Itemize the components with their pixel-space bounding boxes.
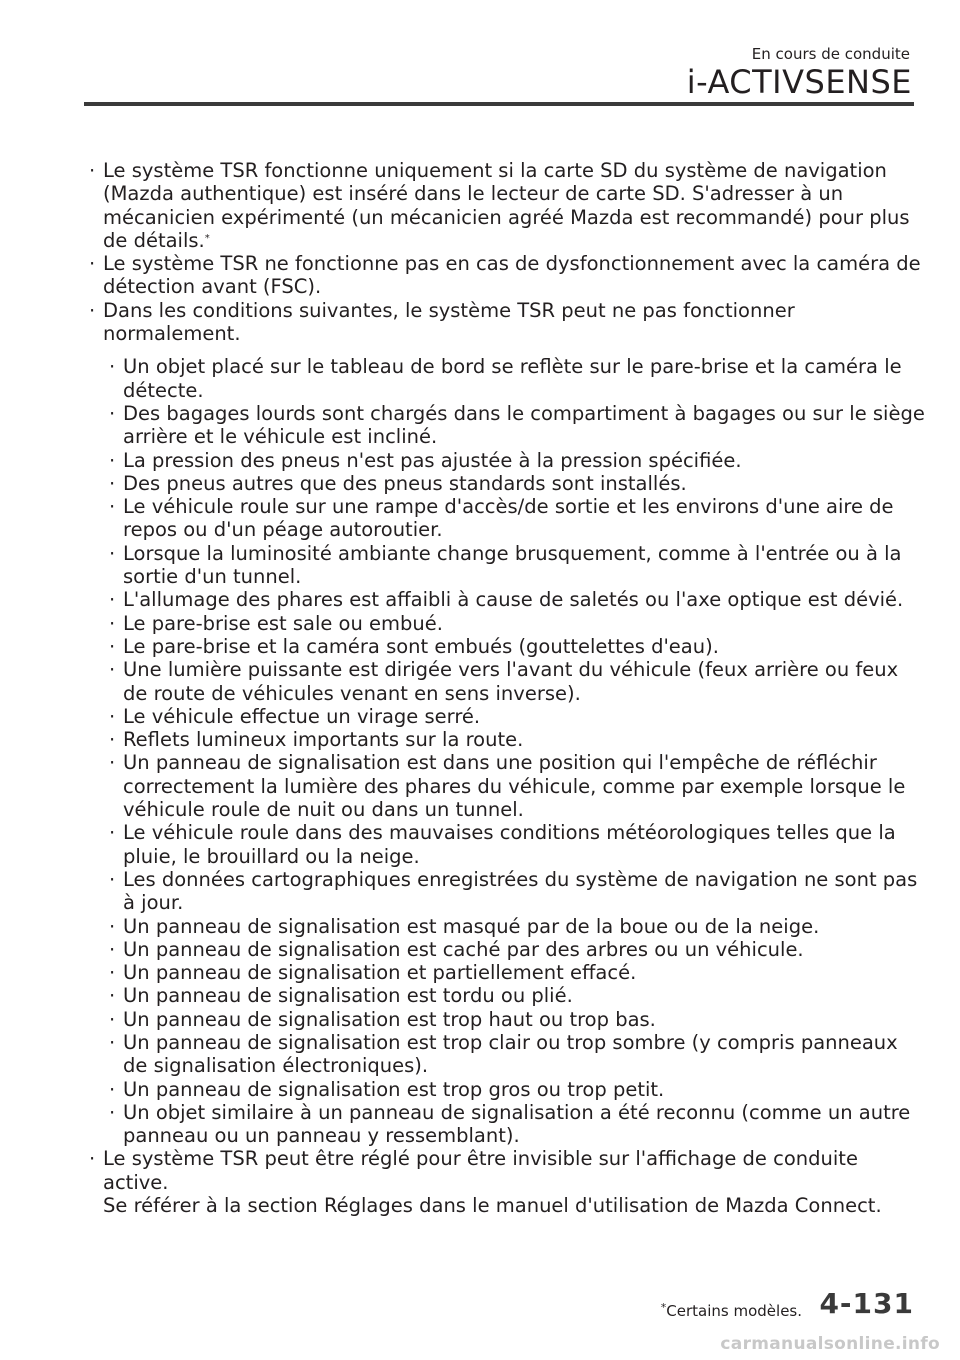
text-line: · Un panneau de signalisation est trop gros ou trop petit. [123,1077,665,1101]
condition-item [108,658,914,705]
condition-item [108,472,914,495]
text-line: · Le véhicule roule dans des mauvaises conditions météorologiques telles que la [123,821,896,845]
page-title: i-ACTIVSENSE [686,63,912,101]
text-line: · Le système TSR ne fonctionne pas en cas de dysfonctionnement avec la caméra de [103,252,921,276]
text-line: · Dans les conditions suivantes, le système TSR peut ne pas fonctionner [103,298,795,322]
footnote [661,1302,802,1320]
text-line: · Des pneus autres que des pneus standards sont installés. [123,471,687,495]
text-line: · Un panneau de signalisation et partiellement effacé. [123,961,637,985]
condition-item [108,867,918,915]
text-line: · Un panneau de signalisation est trop clair ou trop sombre (y compris panneaux [123,1030,898,1054]
condition-item [108,705,914,728]
text-line: · Le système TSR fonctionne uniquement si la carte SD du système de navigation [103,159,887,182]
conditions-list [88,355,925,1148]
text-line: · Un panneau de signalisation est tordu ou plié. [123,984,573,1008]
text-line: · Le pare-brise est sale ou embué. [123,611,443,635]
text-line: · Un panneau de signalisation est trop haut ou trop bas. [123,1007,656,1031]
text-line: panneau ou un panneau y ressemblant). [123,1124,520,1148]
footnote-star: * [660,1301,667,1314]
text-line: correctement la lumière des phares du véhicule, comme par exemple lorsque le [123,774,906,798]
text-line: · Une lumière puissante est dirigée vers l'avant du véhicule (feux arrière ou feux [123,658,899,682]
text-line: · Lorsque la luminosité ambiante change brusquement, comme à l'entrée ou à la [123,541,902,565]
condition-item [108,821,914,868]
text-line: véhicule roule de nuit ou dans un tunnel. [123,798,524,822]
text-line: détecte. [123,378,204,402]
condition-item [108,751,914,821]
text-line: mécanicien expérimenté (un mécanicien agréé Mazda est recommandé) pour plus [103,205,910,229]
text-line: repos ou d'un péage autoroutier. [123,518,443,542]
text-line: pluie, le brouillard ou la neige. [123,844,420,868]
main-content [88,159,925,1218]
condition-item [108,635,914,658]
text-line: · Un panneau de signalisation est masqué par de la boue ou de la neige. [123,914,820,938]
footnote-text: Certains modèles. [666,1302,802,1320]
condition-item [108,1008,914,1031]
page-header [84,44,914,106]
list-item [88,159,914,252]
condition-item [108,542,914,589]
condition-item [108,938,914,961]
condition-item [108,495,914,542]
condition-item [108,401,925,449]
condition-item [108,984,914,1007]
page-number: 4-131 [819,1287,914,1320]
list-item [88,299,914,346]
text-line: sortie d'un tunnel. [123,565,302,589]
condition-item [108,915,914,938]
text-line [103,229,914,252]
text-line: de route de véhicules venant en sens inverse). [123,681,581,705]
text-line: normalement. [103,322,241,346]
condition-item [108,355,914,402]
watermark: carmanualsonline.info [720,1334,940,1354]
condition-item [108,961,914,984]
text-line: · Des bagages lourds sont chargés dans le compartiment à bagages ou sur le siège [123,401,925,425]
condition-item [108,728,914,751]
text-line: · Le véhicule effectue un virage serré. [123,704,481,728]
text-line: (Mazda authentique) est inséré dans le lecteur de carte SD. S'adresser à un [103,182,844,206]
text-line: · Reflets lumineux importants sur la route. [123,728,524,752]
condition-item [108,1031,914,1078]
list-item [88,1147,914,1217]
text-line: · La pression des pneus n'est pas ajustée à la pression spécifiée. [123,448,742,472]
header-rule [84,102,914,106]
text-line: à jour. [123,891,184,915]
text-line: · Le véhicule roule sur une rampe d'accès/de sortie et les environs d'une aire de [123,495,894,519]
text-segment: de détails. [103,228,205,252]
footnote-mark: * [204,232,210,244]
condition-item [108,1078,914,1101]
text-line: · Le système TSR peut être réglé pour être invisible sur l'affichage de conduite [103,1147,858,1171]
condition-item [108,588,914,611]
text-line: active. [103,1170,169,1194]
text-line: · Le pare-brise et la caméra sont embués (gouttelettes d'eau). [123,634,719,658]
text-line: · Les données cartographiques enregistrées du système de navigation ne sont pas [123,867,918,891]
text-line: · Un objet similaire à un panneau de signalisation a été reconnu (comme un autre [123,1100,911,1124]
text-line: Se référer à la section Réglages dans le manuel d'utilisation de Mazda Connect. [103,1194,882,1218]
text-line: · Un panneau de signalisation est dans une position qui l'empêche de réfléchir [123,751,877,775]
text-line: · Un objet placé sur le tableau de bord se reflète sur le pare-brise et la caméra le [123,355,902,379]
list-item [88,252,921,299]
condition-item [108,1101,914,1148]
text-line: arrière et le véhicule est incliné. [123,425,438,449]
text-line: de signalisation électroniques). [123,1054,429,1078]
section-label: En cours de conduite [751,45,910,63]
condition-item [108,449,914,472]
text-line: · L'allumage des phares est affaibli à cause de saletés ou l'axe optique est dévié. [123,588,904,612]
condition-item [108,612,914,635]
text-line: détection avant (FSC). [103,275,322,299]
text-line: · Un panneau de signalisation est caché par des arbres ou un véhicule. [123,937,804,961]
